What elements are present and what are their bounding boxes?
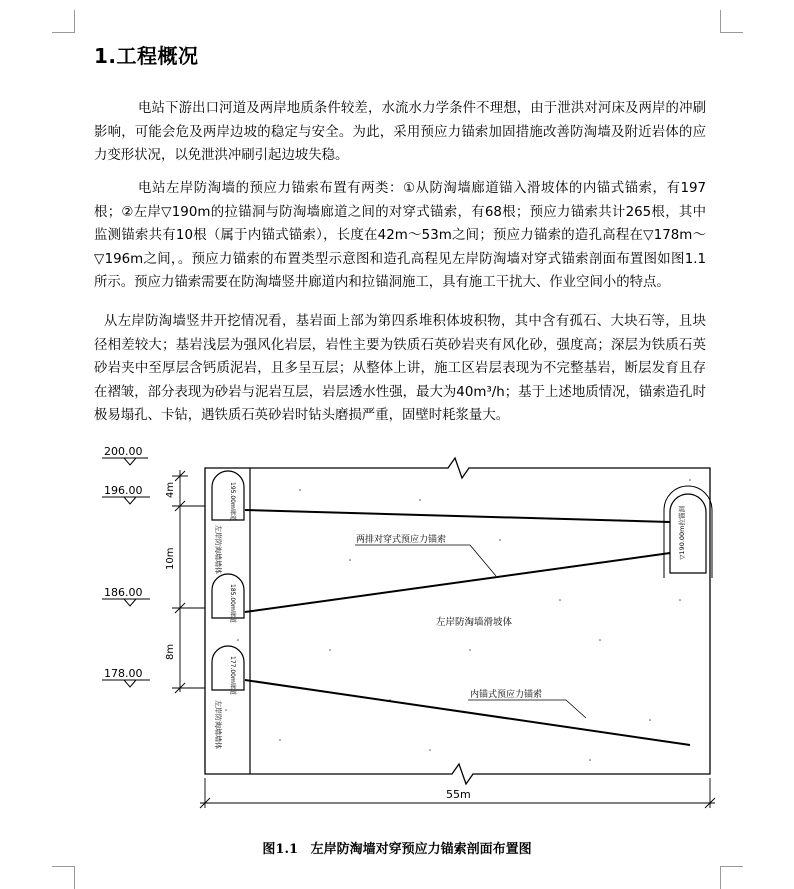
- margin-mark-top-left: [52, 10, 75, 33]
- label-tunnel-190: ▽190.00m拉锚洞: [678, 506, 686, 560]
- anchor-section-drawing: [0, 440, 794, 830]
- inner-anchor: [245, 680, 690, 745]
- cross-anchor-leader: [355, 545, 496, 576]
- elev-178: 178.00: [104, 667, 143, 680]
- label-gallery-185: 185.00m廊道: [229, 584, 236, 623]
- elev-186: 186.00: [104, 586, 143, 599]
- gallery-185: [212, 574, 244, 618]
- label-wall-lower: 左岸防淘墙墙体: [214, 700, 222, 749]
- elev-200: 200.00: [104, 445, 143, 458]
- paragraph-3: 从左岸防淘墙竖井开挖情况看，基岩面上部为第四系堆积体坡积物，其中含有孤石、大块石等，且块径相差较大；基岩浅层为强风化岩层，岩性主要为铁质石英砂岩夹有风化砂，强度高；深层为铁质石英砂岩夹中至厚层含钙质泥岩，且多呈互层；从整体上讲，施工区岩层表现为不完整基岩，断层发育且存在褶皱，部分表现为砂岩与泥岩互层，岩层透水性强，最大为40m³/h；基于上述地质情况，锚索造孔时极易塌孔、卡钻，遇铁质石英砂岩时钻头磨损严重，固壁时耗浆量大。: [94, 314, 706, 424]
- tunnel-190: [670, 494, 706, 573]
- paragraph-2: 电站左岸防淘墙的预应力锚索布置有两类：①从防淘墙廊道锚入滑坡体的内锚式锚索，有197根；②左岸▽190m的拉锚洞与防淘墙廊道之间的对穿式锚索，有68根；预应力锚索共计265根，其中监测锚索共有10根（属于内锚式锚索），长度在42m～53m之间；预应力锚索的造孔高程在▽178m～▽196m之间，。预应力锚索的布置类型示意图和造孔高程见左岸防淘墙对穿式锚索剖面布置图如图1.1所示。预应力锚索需要在防淘墙竖井廊道内和拉锚洞施工，具有施工干扰大、作业空间小的特点。: [94, 181, 706, 291]
- section-figure: [0, 440, 794, 830]
- margin-mark-bottom-left: [52, 866, 75, 889]
- paragraph-1: 电站下游出口河道及两岸地质条件较差，水流水力学条件不理想，由于泄洪对河床及两岸的冲刷影响，可能会危及两岸边坡的稳定与安全。为此，采用预应力锚索加固措施改善防淘墙及附近岩体的应力变形状况，以免泄洪冲刷引起边坡失稳。: [94, 101, 706, 164]
- figure-caption: [0, 838, 794, 857]
- gallery-195: [212, 471, 244, 520]
- dim-55m: 55m: [446, 788, 471, 801]
- vertical-dimension: [172, 470, 205, 693]
- section-heading: 1.工程概况: [94, 44, 199, 68]
- dim-10m: 10m: [165, 547, 176, 570]
- label-gallery-177: 177.00m廊道: [229, 656, 236, 695]
- caption-number: 图1.1: [262, 842, 299, 857]
- margin-mark-bottom-right: [720, 866, 743, 889]
- label-wall-upper: 左岸防淘墙墙体: [214, 525, 222, 574]
- label-inner-anchor: 内锚式预应力锚索: [470, 690, 543, 700]
- label-slide-body: 左岸防淘墙滑坡体: [436, 617, 513, 628]
- cross-anchor-upper: [245, 510, 670, 522]
- label-cross-anchor: 两排对穿式预应力锚索: [356, 535, 447, 545]
- label-gallery-195: 195.00m廊道: [229, 482, 236, 521]
- gallery-177: [212, 646, 244, 690]
- margin-mark-top-right: [720, 10, 743, 33]
- dim-8m: 8m: [165, 643, 176, 660]
- cross-anchor-lower: [245, 553, 670, 612]
- elev-196: 196.00: [104, 484, 143, 497]
- dim-4m: 4m: [165, 481, 176, 498]
- caption-text: 左岸防淘墙对穿预应力锚索剖面布置图: [310, 842, 532, 857]
